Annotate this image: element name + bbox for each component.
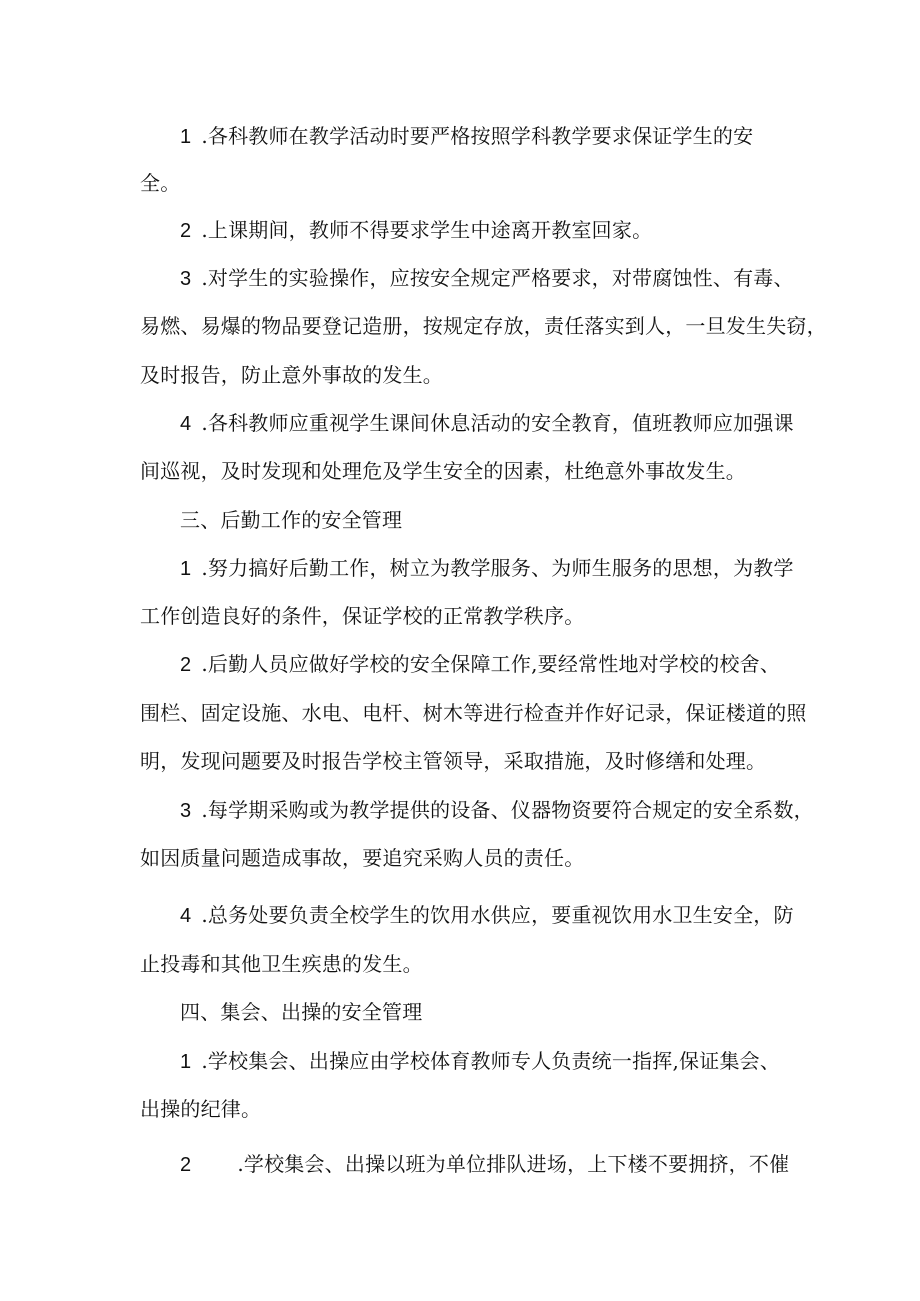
item-number: 2 bbox=[180, 220, 192, 242]
item-number: 1 bbox=[180, 558, 192, 580]
paragraph-logistics-3-line-1: 3 .每学期采购或为教学提供的设备、仪器物资要符合规定的安全系数， bbox=[180, 798, 814, 822]
paragraph-logistics-2-line-3: 明，发现问题要及时报告学校主管领导，采取措施，及时修缮和处理。 bbox=[140, 749, 767, 773]
paragraph-teaching-1-line-1: 1 .各科教师在教学活动时要严格按照学科教学要求保证学生的安 bbox=[180, 124, 754, 148]
item-number: 2 bbox=[180, 654, 192, 676]
item-number: 3 bbox=[180, 268, 192, 290]
paragraph-teaching-4-line-1: 4 .各科教师应重视学生课间休息活动的安全教育，值班教师应加强课 bbox=[180, 411, 794, 435]
item-number: 2 bbox=[180, 1154, 192, 1176]
item-number: 1 bbox=[180, 126, 192, 148]
paragraph-teaching-3-line-1: 3 .对学生的实验操作，应按安全规定严格要求，对带腐蚀性、有毒、 bbox=[180, 266, 794, 290]
paragraph-logistics-2-line-1: 2 .后勤人员应做好学校的安全保障工作,要经常性地对学校的校舍、 bbox=[180, 652, 781, 676]
paragraph-teaching-1-line-2: 全。 bbox=[140, 171, 181, 195]
paragraph-teaching-3-line-3: 及时报告，防止意外事故的发生。 bbox=[140, 363, 443, 387]
paragraph-logistics-1-line-2: 工作创造良好的条件，保证学校的正常教学秩序。 bbox=[140, 604, 585, 628]
paragraph-logistics-1-line-1: 1 .努力搞好后勤工作，树立为教学服务、为师生服务的思想，为教学 bbox=[180, 556, 794, 580]
paragraph-teaching-4-line-2: 间巡视，及时发现和处理危及学生安全的因素，杜绝意外事故发生。 bbox=[140, 459, 746, 483]
paragraph-assembly-1-line-1: 1 .学校集会、出操应由学校体育教师专人负责统一指挥,保证集会、 bbox=[180, 1049, 781, 1073]
item-number: 3 bbox=[180, 800, 192, 822]
item-number: 4 bbox=[180, 905, 192, 927]
item-number: 1 bbox=[180, 1051, 192, 1073]
section-heading-logistics: 三、后勤工作的安全管理 bbox=[180, 508, 403, 532]
paragraph-assembly-1-line-2: 出操的纪律。 bbox=[140, 1097, 262, 1121]
paragraph-logistics-2-line-2: 围栏、固定设施、水电、电杆、树木等进行检查并作好记录，保证楼道的照 bbox=[140, 701, 807, 725]
paragraph-teaching-3-line-2: 易燃、易爆的物品要登记造册，按规定存放，责任落实到人，一旦发生失窃， bbox=[140, 314, 827, 338]
item-number: 4 bbox=[180, 413, 192, 435]
paragraph-logistics-3-line-2: 如因质量问题造成事故，要追究采购人员的责任。 bbox=[140, 846, 585, 870]
paragraph-logistics-4-line-2: 止投毒和其他卫生疾患的发生。 bbox=[140, 952, 423, 976]
paragraph-teaching-2-line-1: 2 .上课期间，教师不得要求学生中途离开教室回家。 bbox=[180, 218, 653, 242]
paragraph-logistics-4-line-1: 4 .总务处要负责全校学生的饮用水供应，要重视饮用水卫生安全，防 bbox=[180, 903, 794, 927]
paragraph-assembly-2-line-1: 2 .学校集会、出操以班为单位排队进场，上下楼不要拥挤，不催 bbox=[180, 1152, 790, 1176]
section-heading-assembly: 四、集会、出操的安全管理 bbox=[180, 1000, 423, 1024]
